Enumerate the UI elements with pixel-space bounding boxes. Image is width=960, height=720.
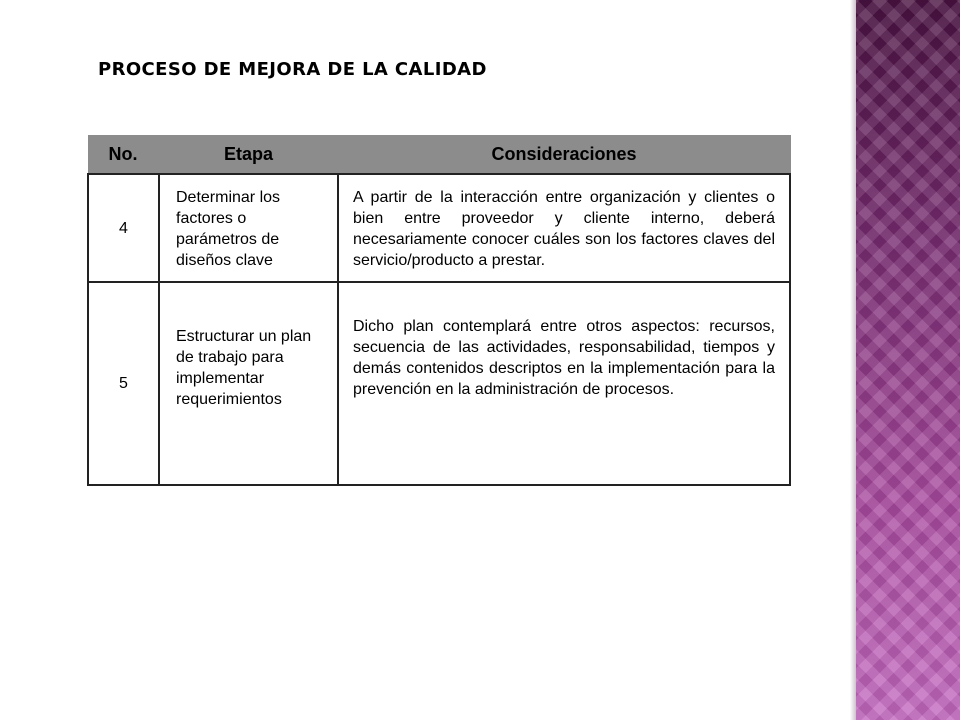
process-table <box>87 135 791 486</box>
slide-title: PROCESO DE MEJORA DE LA CALIDAD <box>98 59 487 80</box>
table-header-row <box>88 135 790 174</box>
decorative-side-panel <box>856 0 960 720</box>
cell-consideraciones: Dicho plan contemplará entre otros aspectos: recursos, secuencia de las actividades, responsabilidad, tiempos y demás contenidos descriptos en la implementación para la prevención en la administración de procesos. <box>338 282 790 485</box>
column-header-consideraciones: Consideraciones <box>338 135 790 174</box>
column-header-etapa: Etapa <box>159 135 338 174</box>
cell-etapa: Estructurar un plan de trabajo para implementar requerimientos <box>159 282 338 485</box>
cell-number: 5 <box>88 282 159 485</box>
column-header-no: No. <box>88 135 159 174</box>
table-row <box>88 282 790 485</box>
cell-number: 4 <box>88 174 159 282</box>
cell-consideraciones: A partir de la interacción entre organización y clientes o bien entre proveedor y cliente interno, deberá necesariamente conocer cuáles son los factores claves del servicio/producto a prestar. <box>338 174 790 282</box>
cell-etapa: Determinar los factores o parámetros de diseños clave <box>159 174 338 282</box>
table-row <box>88 174 790 282</box>
